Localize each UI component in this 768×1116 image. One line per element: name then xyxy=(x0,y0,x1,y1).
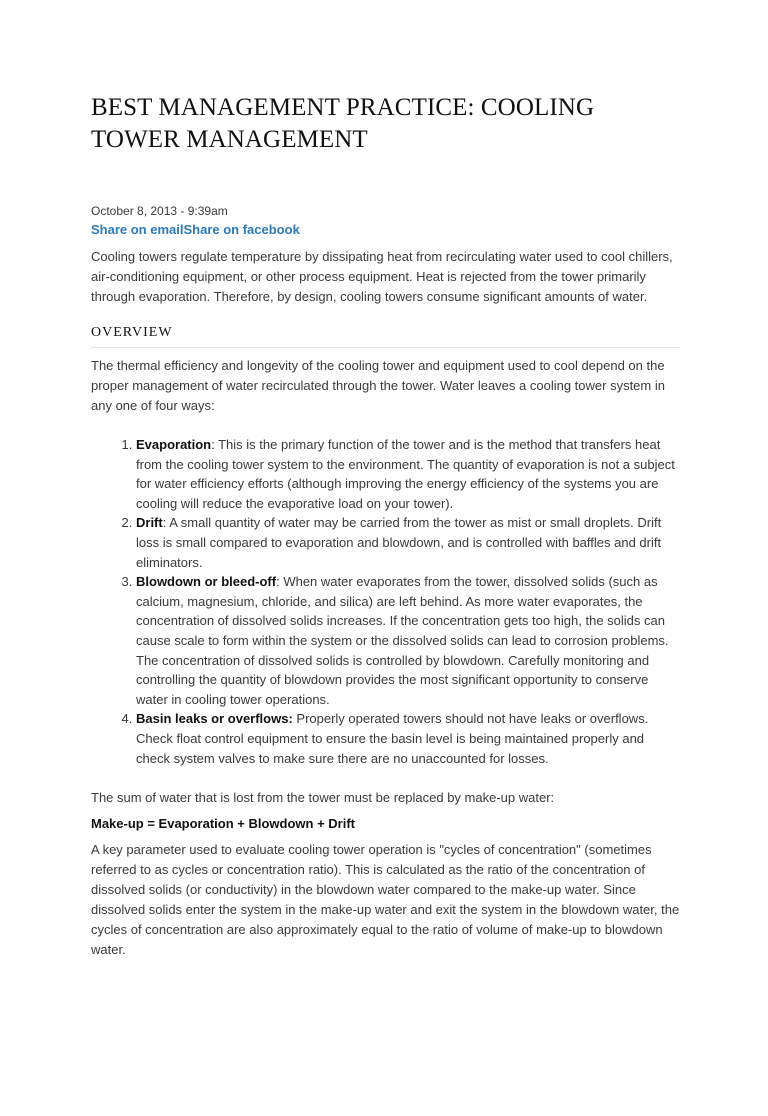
list-item-blowdown xyxy=(136,572,680,709)
list-item-text: : This is the primary function of the tower and is the method that transfers heat from the cooling tower system to the environment. The quantity of evaporation is not a subject for water efficiency efforts (although improving the energy efficiency of the systems you are cooling will reduce the evaporative load on your tower). xyxy=(136,437,675,511)
list-item-basin-leaks xyxy=(136,709,680,768)
list-item-term: Drift xyxy=(136,515,163,531)
list-item-evaporation xyxy=(136,435,680,513)
list-item-text: : A small quantity of water may be carried from the tower as mist or small droplets. Drift loss is small compared to evaporation and blowdown, and is controlled with baffles and drift eliminators. xyxy=(136,515,662,570)
share-facebook-link[interactable]: Share on facebook xyxy=(183,222,300,237)
makeup-formula: Make-up = Evaporation + Blowdown + Drift xyxy=(91,816,356,832)
list-item-text: Properly operated towers should not have leaks or overflows. Check float control equipment to ensure the basin level is being maintained properly and check system valves to make sure there are no unaccounted for losses. xyxy=(136,711,649,766)
list-item-drift xyxy=(136,513,680,572)
share-links xyxy=(91,221,680,239)
publish-date: October 8, 2013 - 9:39am xyxy=(91,204,228,218)
article-page xyxy=(0,92,768,1116)
intro-paragraph: Cooling towers regulate temperature by dissipating heat from recirculating water used to cool chillers, air-conditioning equipment, or other process equipment. Heat is rejected from the tower primarily through evaporation. Therefore, by design, cooling towers consume significant amounts of water. xyxy=(91,249,673,304)
list-item-term: Blowdown or bleed-off xyxy=(136,574,277,590)
share-email-link[interactable]: Share on email xyxy=(91,222,184,237)
sum-paragraph: The sum of water that is lost from the tower must be replaced by make-up water: xyxy=(91,790,555,806)
list-item-text: : When water evaporates from the tower, dissolved solids (such as calcium, magnesium, chloride, and silica) are left behind. As more water evaporates, the concentration of dissolved solids increases. If the concentration gets too high, the solids can cause scale to form within the system or the dissolved solids can lead to corrosion problems. The concentration of dissolved solids is controlled by blowdown. Carefully monitoring and controlling the quantity of blowdown provides the most significant opportunity to conserve water in cooling tower operations. xyxy=(136,574,669,707)
overview-heading: OVERVIEW xyxy=(91,324,680,348)
water-loss-list xyxy=(91,435,680,768)
article-title: BEST MANAGEMENT PRACTICE: COOLING TOWER MANAGEMENT xyxy=(91,94,595,153)
list-item-term: Basin leaks or overflows: xyxy=(136,711,293,727)
key-parameter-paragraph: A key parameter used to evaluate cooling tower operation is "cycles of concentration" (sometimes referred to as cycles or concentration ratio). This is calculated as the ratio of the concentration of dissolved solids (or conductivity) in the blowdown water compared to the make-up water. Since dissolved solids enter the system in the make-up water and exit the system in the blowdown water, the cycles of concentration are also approximately equal to the ratio of volume of make-up to blowdown water. xyxy=(91,842,680,958)
list-item-term: Evaporation xyxy=(136,437,212,452)
overview-paragraph: The thermal efficiency and longevity of the cooling tower and equipment used to cool depend on the proper management of water recirculated through the tower. Water leaves a cooling tower system in any one of four ways: xyxy=(91,358,665,413)
